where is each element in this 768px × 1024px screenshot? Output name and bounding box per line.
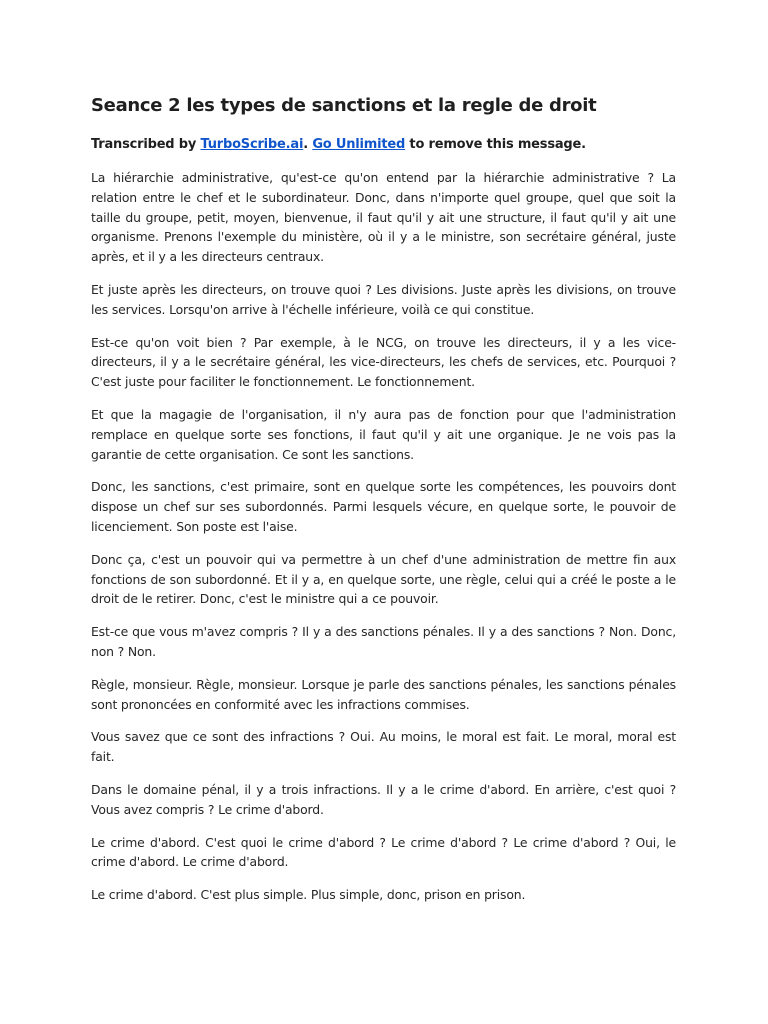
paragraph: Le crime d'abord. C'est quoi le crime d'abord ? Le crime d'abord ? Le crime d'abord ? Oui, le crime d'abord. Le crime d'abord. (91, 834, 676, 870)
paragraph: Est-ce que vous m'avez compris ? Il y a des sanctions pénales. Il y a des sanctions ? Non. Donc, non ? Non. (91, 624, 676, 659)
turboscribe-link[interactable]: TurboScribe.ai (200, 137, 304, 152)
banner-separator: . (303, 137, 313, 152)
paragraph: Le crime d'abord. C'est plus simple. Plus simple, donc, prison en prison. (91, 887, 526, 903)
document-page (91, 94, 676, 918)
paragraph: Dans le domaine pénal, il y a trois infractions. Il y a le crime d'abord. En arrière, c'est quoi ? Vous avez compris ? Le crime d'abord. (91, 781, 676, 817)
paragraph: Règle, monsieur. Règle, monsieur. Lorsque je parle des sanctions pénales, les sanctions pénales sont prononcées en conformité avec les infractions commises. (91, 676, 676, 712)
paragraph: Et juste après les directeurs, on trouve quoi ? Les divisions. Juste après les divisions, on trouve les services. Lorsqu'on arrive à l'échelle inférieure, voilà ce qui constitue. (91, 281, 676, 317)
paragraph: Donc, les sanctions, c'est primaire, sont en quelque sorte les compétences, les pouvoirs dont dispose un chef sur ses subordonnés. Parmi lesquels vécure, en quelque sorte, le pouvoir de licenciement. Son poste est l'aise. (91, 479, 676, 534)
document-title: Seance 2 les types de sanctions et la regle de droit (91, 95, 597, 116)
paragraph: Vous savez que ce sont des infractions ? Oui. Au moins, le moral est fait. Le moral, moral est fait. (91, 729, 676, 765)
paragraph: Donc ça, c'est un pouvoir qui va permettre à un chef d'une administration de mettre fin aux fonctions de son subordonné. Et il y a, en quelque sorte, une règle, celui qui a créé le poste a le droit de le retirer. Donc, c'est le ministre qui a ce pouvoir. (91, 551, 676, 607)
banner-suffix: to remove this message. (405, 137, 586, 152)
paragraph: La hiérarchie administrative, qu'est-ce qu'on entend par la hiérarchie administrative ? La relation entre le chef et le subordinateur. Donc, dans n'importe quel groupe, quel que soit la taille du groupe, petit, moyen, bienvenue, il faut qu'il y ait une structure, il faut qu'il y ait une organisme. Prenons l'exemple du ministère, où il y a le ministre, son secrétaire général, juste après, et il y a les directeurs centraux. (91, 170, 676, 265)
banner-prefix: Transcribed by (91, 137, 201, 152)
go-unlimited-link[interactable]: Go Unlimited (312, 137, 406, 152)
paragraph: Est-ce qu'on voit bien ? Par exemple, à le NCG, on trouve les directeurs, il y a les vice-directeurs, il y a le secrétaire général, les vice-directeurs, les chefs de services, etc. Pourquoi ? C'est juste pour faciliter le fonctionnement. Le fonctionnement. (91, 334, 676, 390)
paragraph: Et que la magagie de l'organisation, il n'y aura pas de fonction pour que l'administration remplace en quelque sorte ses fonctions, il faut qu'il y ait une organique. Je ne vois pas la garantie de cette organisation. Ce sont les sanctions. (91, 406, 676, 462)
transcription-banner (91, 135, 676, 155)
